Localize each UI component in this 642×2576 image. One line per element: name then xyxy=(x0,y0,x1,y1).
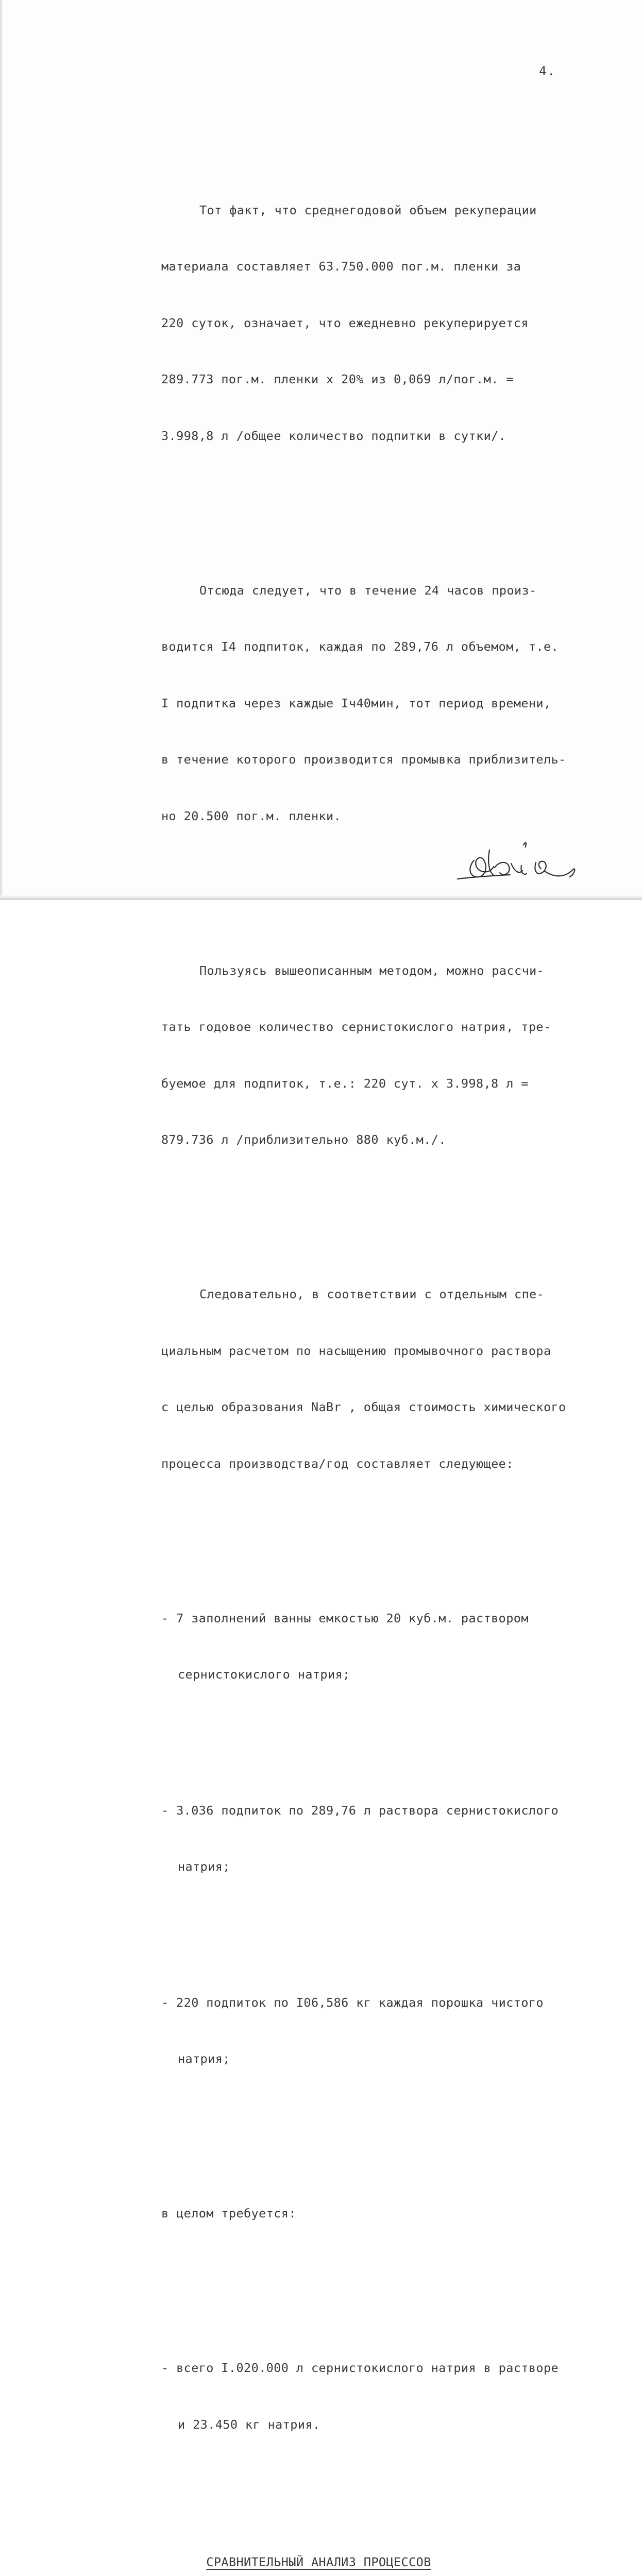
text-line: натрия; xyxy=(161,2049,615,2069)
text-line: циальным расчетом по насыщению промывочного раствора xyxy=(161,1342,615,1361)
text-line: в целом требуется: xyxy=(161,2204,615,2223)
text-line: - 3.036 подпиток по 289,76 л раствора сернистокислого xyxy=(161,1801,615,1820)
text-line: процесса производства/год составляет следующее: xyxy=(161,1454,615,1473)
text-line: натрия; xyxy=(161,1857,615,1876)
text-line: но 20.500 пог.м. пленки. xyxy=(161,807,615,826)
text-line: буемое для подпиток, т.е.: 220 сут. х 3.998,8 л = xyxy=(161,1074,615,1093)
scan-left-edge xyxy=(0,0,3,900)
text-line: сернистокислого натрия; xyxy=(161,1665,615,1684)
text-line: в течение которого производится промывка приблизитель- xyxy=(161,750,615,769)
document-page xyxy=(0,0,642,900)
list-item xyxy=(161,1956,615,2106)
text-line: материала составляет 63.750.000 пог.м. пленки за xyxy=(161,257,615,276)
text-line: 3.998,8 л /общее количество подпитки в сутки/. xyxy=(161,427,615,446)
text-line: - 7 заполнений ванны емкостью 20 куб.м. раствором xyxy=(161,1609,615,1628)
section-heading-block xyxy=(161,2532,615,2576)
text-line: Следовательно, в соответствии с отдельным спе- xyxy=(161,1285,615,1304)
text-line: Тот факт, что среднегодовой объем рекуперации xyxy=(161,201,615,220)
total-item xyxy=(161,2321,615,2471)
list-item xyxy=(161,1571,615,1722)
list-item xyxy=(161,1764,615,1914)
text-line: Пользуясь вышеописанным методом, можно рассчи- xyxy=(161,961,615,980)
text-line: I подпитка через каждые Iч40мин, тот период времени, xyxy=(161,694,615,713)
text-line: - 220 подпиток по I06,586 кг каждая порошка чистого xyxy=(161,1993,615,2012)
text-line: Отсюда следует, что в течение 24 часов произ- xyxy=(161,581,615,600)
text-line: с целью образования NaBr , общая стоимость химического xyxy=(161,1398,615,1417)
page-number: 4. xyxy=(539,64,556,78)
section-heading: СРАВНИТЕЛЬНЫЙ АНАЛИЗ ПРОЦЕССОВ xyxy=(206,2553,431,2572)
paragraph-4 xyxy=(161,1247,615,1511)
text-line: 879.736 л /приблизительно 880 куб.м./. xyxy=(161,1130,615,1149)
paragraph-3 xyxy=(161,924,615,1187)
text-line: 289.773 пог.м. пленки х 20% из 0,069 л/пог.м. = xyxy=(161,370,615,389)
text-line: 220 суток, означает, что ежедневно рекуперируется xyxy=(161,314,615,333)
text-line: водится I4 подпиток, каждая по 289,76 л объемом, т.е. xyxy=(161,637,615,656)
paragraph-2 xyxy=(161,544,615,863)
text-line: и 23.450 кг натрия. xyxy=(161,2415,615,2434)
handwritten-signature xyxy=(453,829,587,886)
total-intro xyxy=(161,2166,615,2261)
text-line: тать годовое количество сернистокислого натрия, тре- xyxy=(161,1018,615,1037)
document-body xyxy=(161,107,615,2576)
text-line: - всего I.020.000 л сернистокислого натрия в растворе xyxy=(161,2359,615,2378)
paragraph-1 xyxy=(161,163,615,483)
